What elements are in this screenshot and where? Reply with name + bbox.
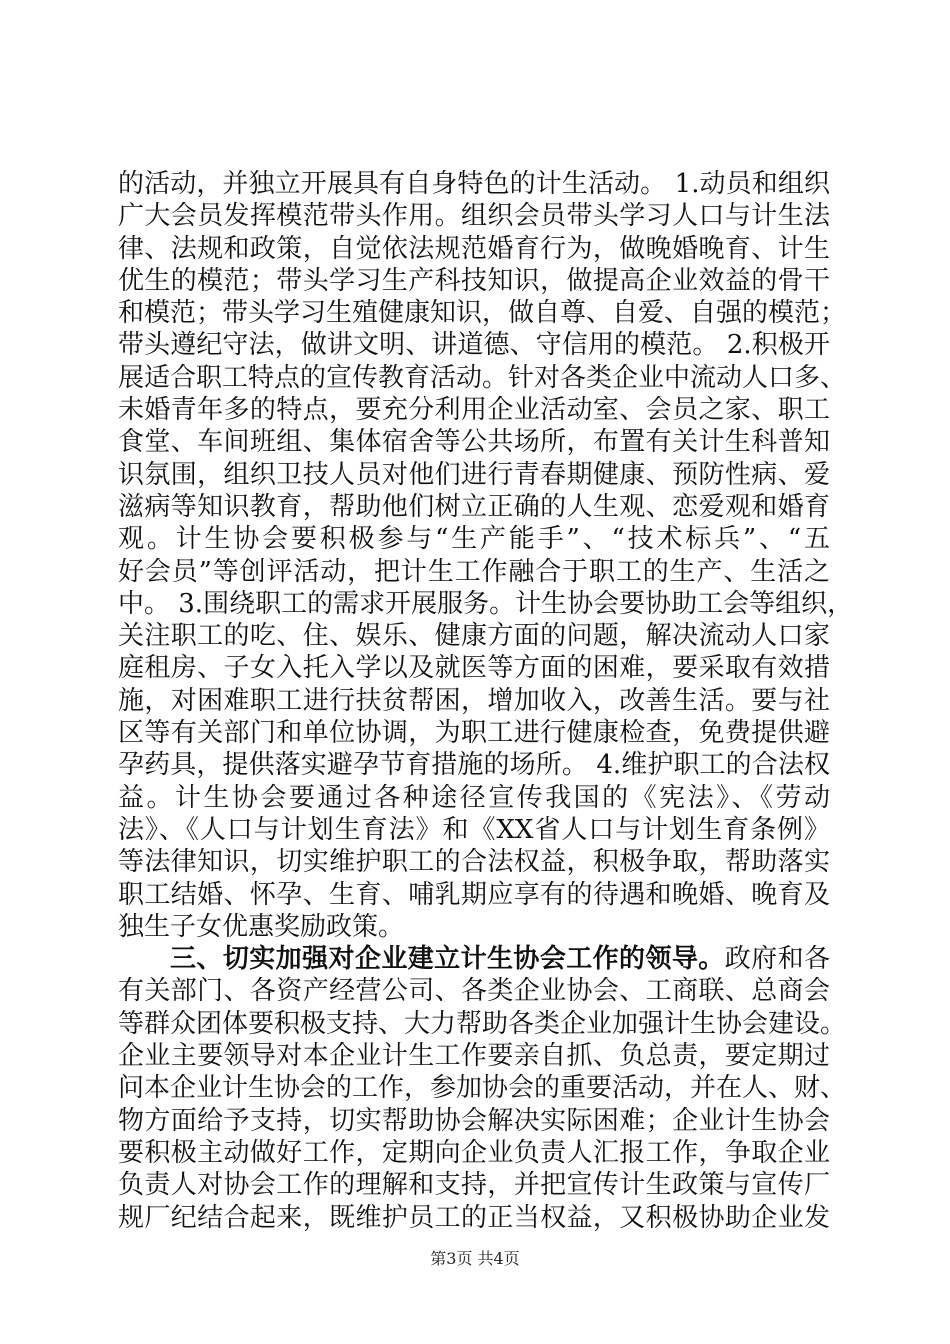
paragraph-leadership	[118, 975, 847, 1233]
text-line: 庭租房、子女入托入学以及就医等方面的困难，要采取有效措	[118, 653, 830, 684]
section-3-text: 政府和各	[724, 944, 830, 975]
text-line: 未婚青年多的特点，要充分利用企业活动室、会员之家、职工	[118, 395, 830, 426]
text-line: 好会员”等创评活动，把计生工作融合于职工的生产、生活之	[118, 556, 830, 587]
text-line: 展适合职工特点的宣传教育活动。针对各类企业中流动人口多、	[118, 362, 847, 393]
text-line: 中。 3.围绕职工的需求开展服务。计生协会要协助工会等组织，	[118, 588, 854, 619]
text-line: 观。计生协会要积极参与“生产能手”、“技术标兵”、“五	[118, 524, 830, 555]
text-line: 食堂、车间班组、集体宿舍等公共场所，布置有关计生科普知	[118, 427, 830, 458]
text-line: 区等有关部门和单位协调，为职工进行健康检查，免费提供避	[118, 718, 830, 749]
paragraph-activities	[118, 168, 854, 943]
text-line: 和模范；带头学习生殖健康知识，做自尊、自爱、自强的模范；	[118, 298, 847, 329]
text-line: 物方面给予支持，切实帮助协会解决实际困难；企业计生协会	[118, 1105, 830, 1136]
text-line: 律、法规和政策，自觉依法规范婚育行为，做晚婚晚育、计生	[118, 233, 830, 264]
text-line: 企业主要领导对本企业计生工作要亲自抓、负总责，要定期过	[118, 1041, 830, 1072]
text-line: 有关部门、各资产经营公司、各类企业协会、工商联、总商会	[118, 976, 830, 1007]
text-line: 优生的模范；带头学习生产科技知识，做提高企业效益的骨干	[118, 265, 830, 296]
text-line: 负责人对协会工作的理解和支持，并把宣传计生政策与宣传厂	[118, 1170, 830, 1201]
text-line: 益。计生协会要通过各种途径宣传我国的《宪法》、《劳动	[118, 782, 830, 813]
body-text	[118, 168, 854, 1234]
section-3-heading: 三、切实加强对企业建立计生协会工作的领导。	[170, 944, 725, 975]
text-line: 滋病等知识教育，帮助他们树立正确的人生观、恋爱观和婚育	[118, 491, 830, 522]
text-line: 广大会员发挥模范带头作用。组织会员带头学习人口与计生法	[118, 201, 830, 232]
text-line: 的活动，并独立开展具有自身特色的计生活动。 1.动员和组织	[118, 169, 830, 199]
text-line: 法》、《人口与计划生育法》和《XX省人口与计划生育条例》	[118, 814, 830, 845]
text-line: 施，对困难职工进行扶贫帮困，增加收入，改善生活。要与社	[118, 685, 830, 716]
text-line: 等群众团体要积极支持、大力帮助各类企业加强计生协会建设。	[118, 1008, 847, 1039]
text-line: 关注职工的吃、住、娱乐、健康方面的问题，解决流动人口家	[118, 621, 830, 652]
text-line: 问本企业计生协会的工作，参加协会的重要活动，并在人、财、	[118, 1073, 847, 1104]
text-line: 职工结婚、怀孕、生育、哺乳期应享有的待遇和晚婚、晚育及	[118, 879, 830, 910]
text-line: 独生子女优惠奖励政策。	[118, 911, 405, 942]
section-3-first-line	[118, 943, 830, 975]
text-line: 识氛围，组织卫技人员对他们进行青春期健康、预防性病、爱	[118, 459, 830, 490]
text-line: 要积极主动做好工作，定期向企业负责人汇报工作，争取企业	[118, 1137, 830, 1168]
text-line: 带头遵纪守法，做讲文明、讲道德、守信用的模范。 2.积极开	[118, 330, 830, 361]
text-line: 规厂纪结合起来，既维护员工的正当权益，又积极协助企业发	[118, 1202, 830, 1233]
text-line: 孕药具，提供落实避孕节育措施的场所。 4.维护职工的合法权	[118, 750, 830, 781]
page-footer: 第3页 共4页	[430, 1249, 520, 1268]
text-line: 等法律知识，切实维护职工的合法权益，积极争取，帮助落实	[118, 847, 830, 878]
